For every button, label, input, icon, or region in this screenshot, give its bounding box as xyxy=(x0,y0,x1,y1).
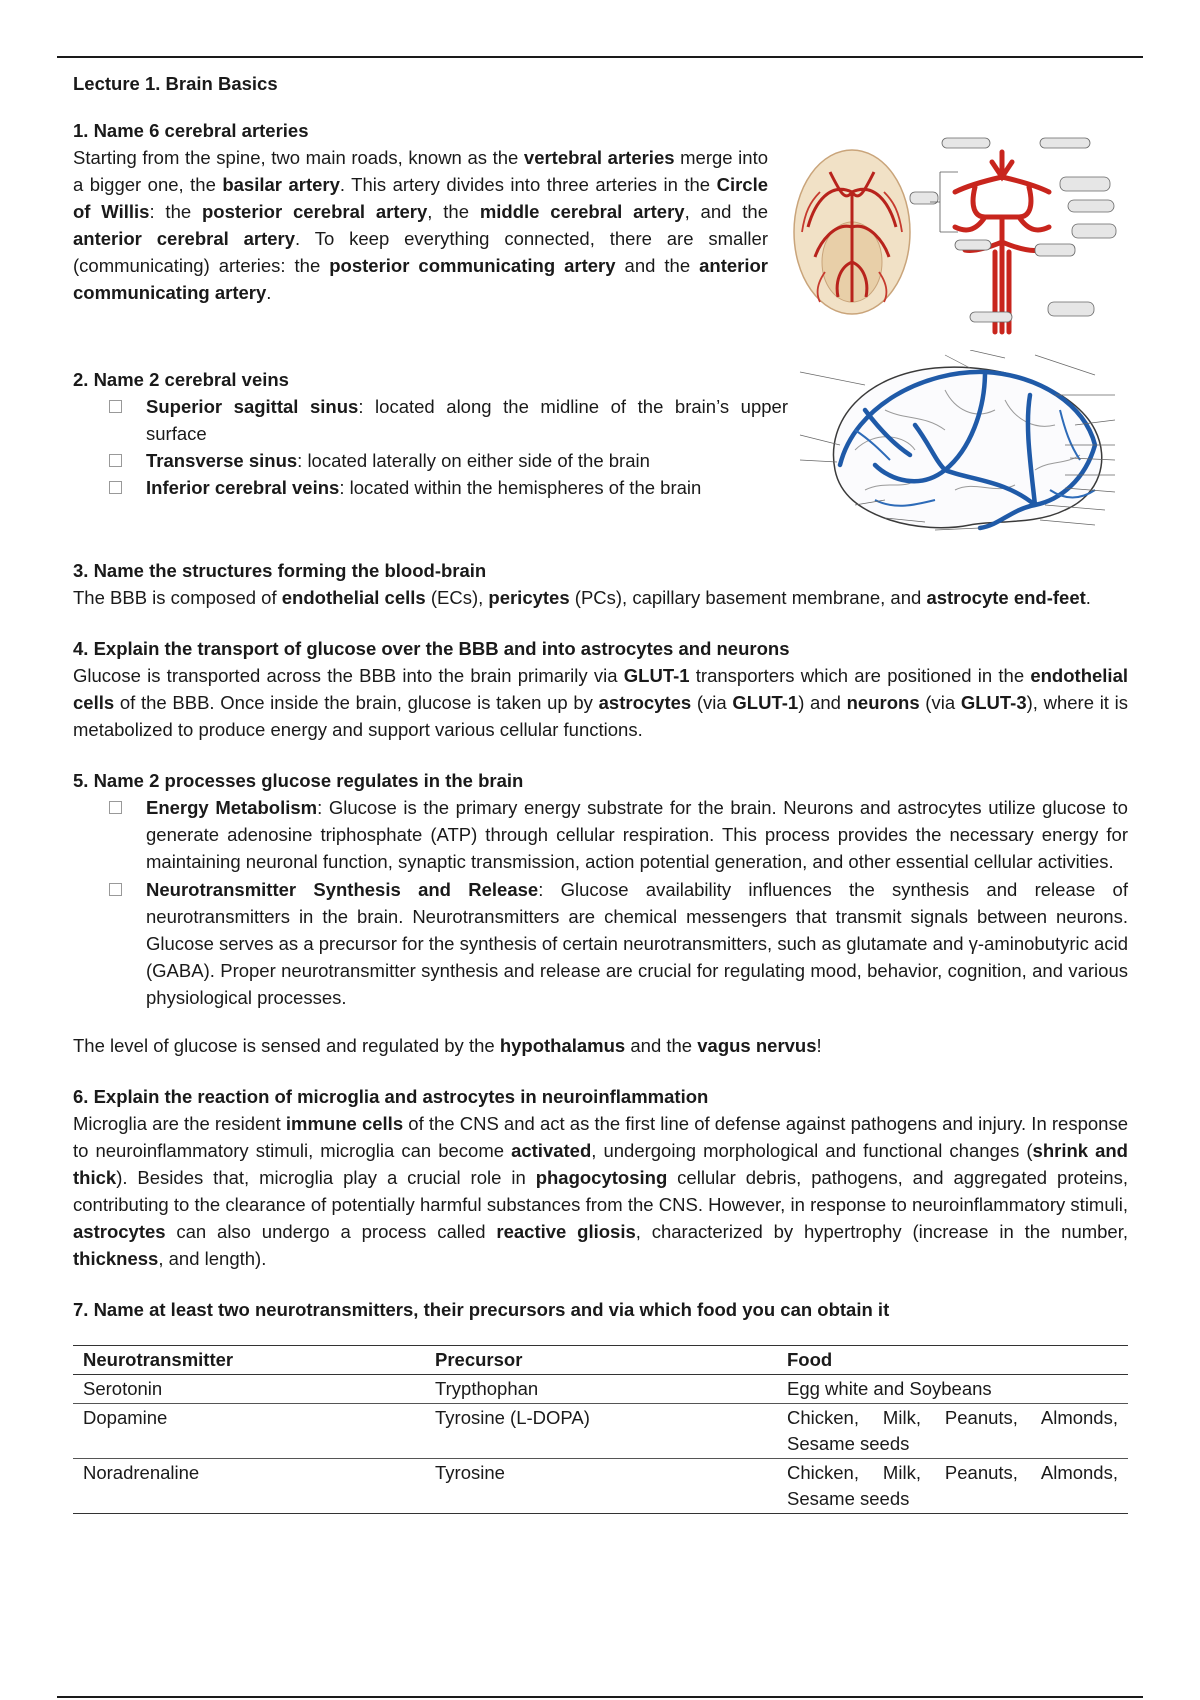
brain-base-illustration xyxy=(794,150,910,314)
circle-of-willis-schematic xyxy=(910,138,1116,332)
cerebral-arteries-figure xyxy=(790,132,1125,340)
table-row xyxy=(73,1459,1128,1514)
table-cell: Chicken, Milk, Peanuts, Almonds, Sesame seeds xyxy=(787,1407,1118,1454)
label-callout xyxy=(1072,224,1116,238)
table-row xyxy=(73,1375,1128,1404)
checkbox-icon xyxy=(109,883,122,896)
label-callout xyxy=(942,138,990,148)
list-item: Energy Metabolism: Glucose is the primary energy substrate for the brain. Neurons and astrocytes utilize glucose to generate adenosine triphosphate (ATP) through cellular respiration. This process provides the necessary energy for maintaining neuronal function, synaptic transmission, action potential generation, and other essential cellular activities. xyxy=(73,794,1128,875)
table-cell: Chicken, Milk, Peanuts, Almonds, Sesame seeds xyxy=(787,1462,1118,1509)
question-6-answer: Microglia are the resident immune cells of the CNS and act as the first line of defense against pathogens and injury. In response to neuroinflammatory stimuli, microglia can become activated, undergoing morphological and functional changes (shrink and thick). Besides that, microglia play a crucial role in phagocytosing cellular debris, pathogens, and aggregated proteins, contributing to the clearance of potentially harmful substances from the CNS. However, in response to neuroinflammatory stimuli, astrocytes can also undergo a process called reactive gliosis, characterized by hypertrophy (increase in the number, thickness, and length). xyxy=(73,1113,1128,1269)
question-6 xyxy=(73,1083,1128,1272)
label-callout xyxy=(1035,244,1075,256)
checkbox-icon xyxy=(109,801,122,814)
question-5-heading: 5. Name 2 processes glucose regulates in the brain xyxy=(73,770,524,791)
neurotransmitter-table xyxy=(73,1345,1128,1514)
bottom-rule xyxy=(57,1696,1143,1698)
label-callout xyxy=(1068,200,1114,212)
table-cell: Egg white and Soybeans xyxy=(787,1378,992,1399)
question-2-list xyxy=(73,393,788,501)
table-cell: Trypthophan xyxy=(435,1378,539,1399)
column-header: Food xyxy=(777,1346,1128,1375)
list-item: Neurotransmitter Synthesis and Release: Glucose availability influences the synthesis and release of neurotransmitters in the brain. Neurotransmitters are chemical messengers that transmit signals between neurons. Glucose serves as a precursor for the synthesis of certain neurotransmitters, such as glutamate and γ-aminobutyric acid (GABA). Proper neurotransmitter synthesis and release are crucial for regulating mood, behavior, cognition, and various physiological processes. xyxy=(73,876,1128,1011)
question-5-list xyxy=(73,794,1128,1011)
question-7-heading: 7. Name at least two neurotransmitters, their precursors and via which food you can obtain it xyxy=(73,1299,890,1320)
table-header-row xyxy=(73,1346,1128,1375)
cerebral-veins-figure xyxy=(795,350,1130,555)
label-callout xyxy=(1060,177,1110,191)
label-callout xyxy=(1048,302,1094,316)
question-6-heading: 6. Explain the reaction of microglia and astrocytes in neuroinflammation xyxy=(73,1086,709,1107)
checkbox-icon xyxy=(109,454,122,467)
question-3 xyxy=(73,557,1128,611)
question-3-heading: 3. Name the structures forming the blood-brain xyxy=(73,560,487,581)
question-4 xyxy=(73,635,1128,743)
checkbox-icon xyxy=(109,400,122,413)
list-item: Transverse sinus: located laterally on either side of the brain xyxy=(73,447,788,474)
lecture-title: Lecture 1. Brain Basics xyxy=(73,73,278,94)
question-1-answer: Starting from the spine, two main roads, known as the vertebral arteries merge into a bigger one, the basilar artery. This artery divides into three arteries in the Circle of Willis: the posterior cerebral artery, the middle cerebral artery, and the anterior cerebral artery. To keep everything connected, there are smaller (communicating) arteries: the posterior communicating artery and the anterior communicating artery. xyxy=(73,147,769,303)
question-3-answer: The BBB is composed of endothelial cells (ECs), pericytes (PCs), capillary basement membrane, and astrocyte end-feet. xyxy=(73,587,1091,608)
question-7 xyxy=(73,1296,1128,1514)
label-callout xyxy=(970,312,1012,322)
table-cell: Serotonin xyxy=(83,1378,163,1399)
question-4-heading: 4. Explain the transport of glucose over the BBB and into astrocytes and neurons xyxy=(73,638,790,659)
label-callout xyxy=(1040,138,1090,148)
list-item: Superior sagittal sinus: located along the midline of the brain’s upper surface xyxy=(73,393,788,447)
column-header: Neurotransmitter xyxy=(73,1346,425,1375)
question-2-heading: 2. Name 2 cerebral veins xyxy=(73,369,289,390)
top-rule xyxy=(57,56,1143,58)
table-cell: Dopamine xyxy=(83,1407,168,1428)
checkbox-icon xyxy=(109,481,122,494)
table-cell: Tyrosine (L-DOPA) xyxy=(435,1407,590,1428)
list-item: Inferior cerebral veins: located within the hemispheres of the brain xyxy=(73,474,788,501)
question-1-heading: 1. Name 6 cerebral arteries xyxy=(73,120,309,141)
table-row xyxy=(73,1404,1128,1459)
label-callout xyxy=(955,240,991,250)
column-header: Precursor xyxy=(425,1346,777,1375)
table-cell: Tyrosine xyxy=(435,1462,505,1483)
table-cell: Noradrenaline xyxy=(83,1462,200,1483)
glucose-regulation-note: The level of glucose is sensed and regulated by the hypothalamus and the vagus nervus! xyxy=(73,1035,822,1056)
question-4-answer: Glucose is transported across the BBB into the brain primarily via GLUT-1 transporters which are positioned in the endothelial cells of the BBB. Once inside the brain, glucose is taken up by astrocytes (via GLUT-1) and neurons (via GLUT-3), where it is metabolized to produce energy and support various cellular functions. xyxy=(73,665,1129,740)
question-5 xyxy=(73,767,1128,1059)
